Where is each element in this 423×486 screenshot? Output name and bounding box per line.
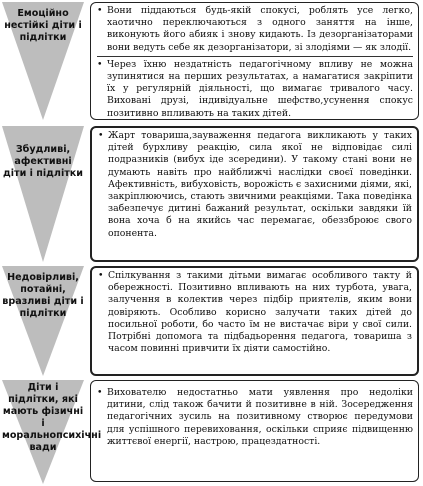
triangle-marker — [2, 380, 102, 484]
triangle-marker — [2, 126, 84, 262]
description-box — [90, 266, 419, 376]
description-box — [90, 126, 419, 262]
paragraph-divider — [97, 56, 413, 57]
triangle-marker — [2, 2, 84, 120]
description-paragraph: • Вихователю недостатньо мати уявлення про недоліки дитини, слід також бачити й позитивне в ній. Зосередження педагогічних зусиль на позитивному створює передумови для успішного перевиховання, оскільки сприяє підвищенню життєвої енергії, настрою, працездатності. — [107, 387, 413, 448]
row-emotionally-unstable — [2, 2, 421, 120]
row-physical-moral-defects — [2, 380, 421, 484]
row-distrustful-secretive — [2, 266, 421, 376]
category-label: Емоційно нестійкі діти і підлітки — [4, 8, 82, 43]
category-label: Збудливі, афективні діти і підлітки — [2, 144, 84, 179]
row-excitable-affective — [2, 126, 421, 262]
description-paragraph: • Вони піддаються будь-якій спокусі, роблять усе легко, хаотично переключаються з одного заняття на інше, виконують його абияк і знову кидають. Із дезорганізаторами вони ведуть себе як дезорганізатори, зі злодіями — як злодії. — [107, 5, 413, 54]
description-paragraph: • Жарт товариша,зауваження педагога викликають у таких дітей бурхливу реакцію, сила якої не відповідає силі подразників (вибух іде зсередини). У такому стані вони не думають навіть про найближчі наслідки своєї поведінки. Афективність, вибуховість, ворожість є захисними діями, які, закріплюючись, стають звичними реакціями. Така поведінка забезпечує дитині бажаний результат, оскільки завдяки їй вона хоча б на якийсь час перемагає, обеззброює свого опонента. — [108, 130, 412, 240]
description-box — [90, 380, 419, 482]
triangle-marker — [2, 266, 84, 376]
description-paragraph: • Спілкування з такими дітьми вимагає особливого такту й обережності. Позитивно впливають на них турбота, увага, залучення в колектив через підбір приятелів, яким вони довіряють. Особливо корисно залучати таких дітей до посильної роботи, бо часто їм не вистачає віри у свої сили. Потрібні допомога та підбадьорення педагога, товариша з часом повинні привчити їх діяти самостійно. — [108, 270, 412, 355]
category-label: Недовірливі, потайні, вразливі діти і підлітки — [2, 272, 84, 319]
category-label: Діти і підлітки, які мають фізичні і моральнопсихічні вади — [2, 382, 102, 453]
description-box — [90, 2, 419, 120]
description-paragraph: • Через їхню нездатність педагогічному впливу не можна зупинятися на перших результатах, а намагатися закріпити їх у регулярній діяльності, що вимагає тривалого часу. Виховані друзі, індивідуальне шефство,усунення спокус позитивно впливають на таких дітей. — [107, 59, 413, 120]
